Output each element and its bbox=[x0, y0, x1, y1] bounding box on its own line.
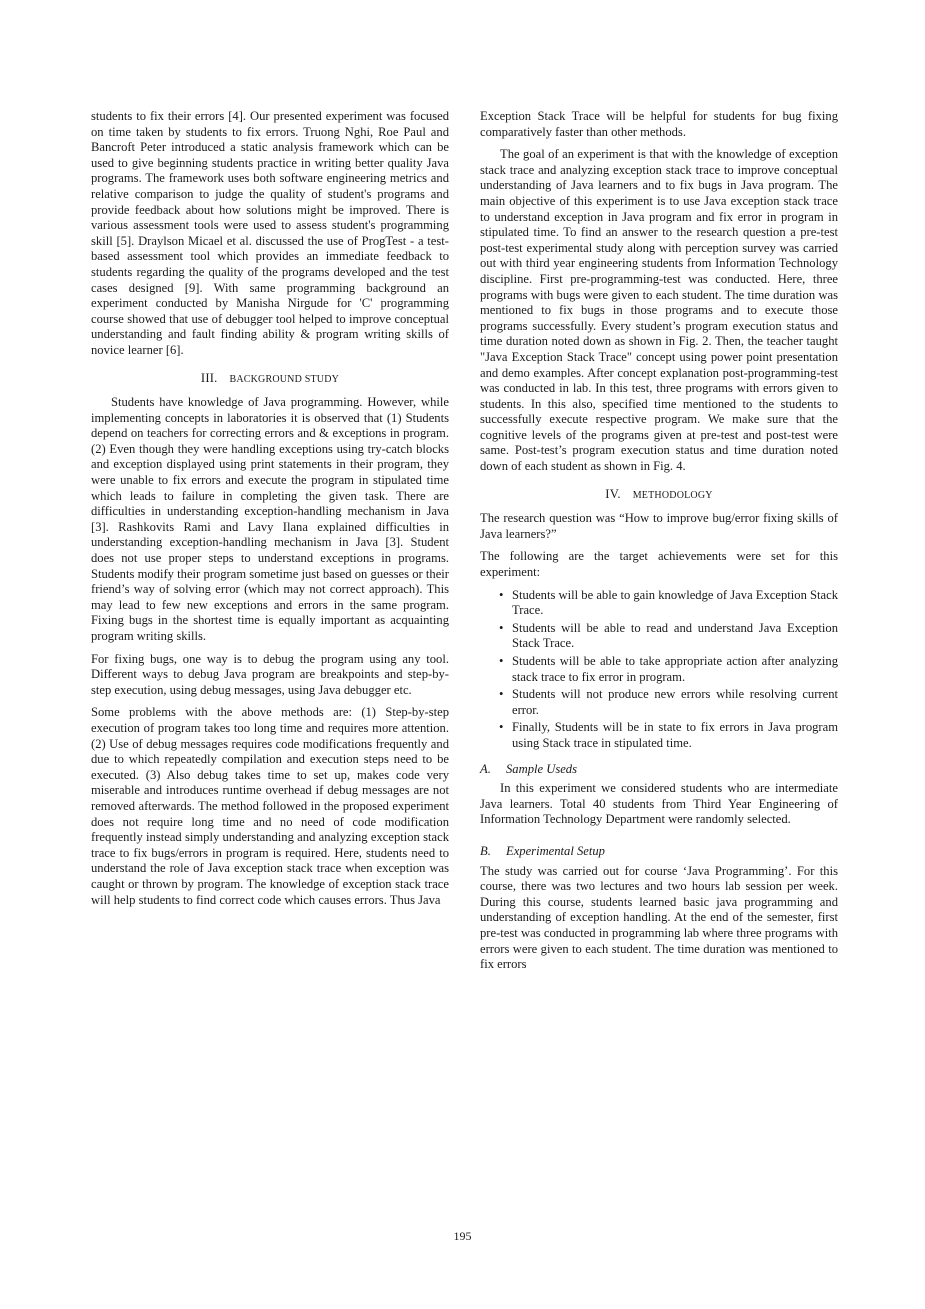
list-item-text: Students will not produce new errors while resolving current error. bbox=[512, 687, 838, 717]
paragraph: The study was carried out for course ‘Java Programming’. For this course, there was two lectures and two hours lab session per week. During this course, students learned basic java programming and understanding of exception handling. At the end of the semester, first pre-test was conducted in programming lab where three programs with errors were given to each student. The time duration was mentioned to fix errors bbox=[480, 863, 838, 972]
paragraph: The goal of an experiment is that with the knowledge of exception stack trace and analyzing exception stack trace to improve conceptual understanding of Java learners and to fix bugs in Java program. The main objective of this experiment is to use Java exception stack trace to understand exception in Java program and fix error in program in stipulated time. To find an answer to the research question a pre-test post-test experimental study along with perception survey was carried out with third year engineering students from Information Technology discipline. First pre-programming-test was conducted. Here, three programs with bugs were given to each student. The time duration was mentioned to fix bugs in those programs and to execute those programs successfully. Every student’s program execution status and time duration noted down as shown in Fig. 2. Then, the teacher taught "Java Exception Stack Trace" concept using power point presentation and demo examples. After concept explanation post-programming-test was conducted in lab. In this test, three programs with errors given to students. In this also, specified time mentioned to the students to successfully execute respective program. We make sure that the cognitive levels of the programs given at pre-test and post-test were same. Post-test’s program execution status and time duration noted down of each student as shown in Fig. 4. bbox=[480, 147, 838, 474]
paragraph: Exception Stack Trace will be helpful for students for bug fixing comparatively faster than other methods. bbox=[480, 109, 838, 139]
subsection-heading-sample bbox=[480, 762, 838, 778]
list-item bbox=[499, 687, 838, 718]
section-heading-background-study bbox=[91, 371, 449, 388]
paragraph: The research question was “How to improve bug/error fixing skills of Java learners?” bbox=[480, 511, 838, 541]
paragraph: In this experiment we considered students who are intermediate Java learners. Total 40 students from Third Year Engineering of Information Technology Department were randomly selected. bbox=[480, 781, 838, 827]
bullet-icon: • bbox=[499, 687, 504, 702]
subsection-title: Experimental Setup bbox=[506, 843, 605, 858]
subsection-number: B. bbox=[480, 843, 491, 858]
bullet-icon: • bbox=[499, 587, 504, 602]
list-item-text: Finally, Students will be in state to fix errors in Java program using Stack trace in stipulated time. bbox=[512, 720, 838, 750]
right-column bbox=[480, 109, 838, 980]
bullet-icon: • bbox=[499, 654, 504, 668]
section-title: METHODOLOGY bbox=[632, 489, 713, 501]
bullet-icon: • bbox=[499, 620, 504, 635]
list-item-text: Students will be able to read and understand Java Exception Stack Trace. bbox=[512, 620, 838, 651]
bullet-icon: • bbox=[499, 720, 504, 735]
section-heading-methodology bbox=[480, 487, 838, 504]
section-number: IV. bbox=[605, 486, 621, 501]
section-number: III. bbox=[200, 370, 218, 385]
subsection-title: Sample Useds bbox=[506, 761, 578, 776]
list-item-text: Students will be able to gain knowledge of Java Exception Stack Trace. bbox=[512, 587, 838, 618]
list-item bbox=[499, 620, 838, 652]
paragraph: students to fix their errors [4]. Our presented experiment was focused on time taken by students to fix errors. Truong Nghi, Roe Paul and Bancroft Peter introduced a static analysis framework which can be used to give beginning students practice in writing better quality Java programs. The framework uses both software engineering metrics and relative comparison to judge the quality of student's programs and provide feedback about how solutions might be improved. There is various assessment tools were used to assess student's programming skill [5]. Draylson Micael et al. discussed the use of ProgTest - a test-based assessment tool which provides an immediate feedback to students regarding the quality of the programs developed and the test cases designed [9]. With same programming background an experiment conducted by Manisha Nirgude for 'C' programming course showed that use of debugger tool helped to improve conceptual understanding and fault finding ability & program writing skills of novice learner [6]. bbox=[91, 109, 449, 357]
paragraph: Students have knowledge of Java programming. However, while implementing concepts in laboratories it is observed that (1) Students depend on teachers for correcting errors and & exceptions in program. (2) Even though they were handling exceptions using try-catch blocks and exception displayed using print statements in their program, they were unable to fix errors and execute the program in stipulated time which leads to failure in completing the given task. There are difficulties in understanding exception-handling mechanism in Java [3]. Rashkovits Rami and Lavy Ilana explained difficulties in understanding exception-handling mechanism in Java [3]. Student does not use proper steps to understand exceptions in programs. Students modify their program sometime just based on guesses or their friend’s way of solving error (which may not correct approach). This may lead to few new exceptions and errors in the same program. Fixing bugs in the shortest time is equally important as acquainting program writing skills. bbox=[91, 395, 449, 643]
subsection-heading-experimental-setup bbox=[480, 844, 838, 860]
left-column bbox=[91, 109, 449, 915]
target-achievements-list bbox=[480, 588, 838, 752]
list-item bbox=[499, 720, 838, 751]
paragraph: The following are the target achievements were set for this experiment: bbox=[480, 549, 838, 580]
section-title: BACKGROUND STUDY bbox=[229, 373, 340, 385]
page-number: 195 bbox=[453, 1229, 472, 1243]
list-item-text: Students will be able to take appropriate action after analyzing stack trace to fix error in program. bbox=[512, 654, 838, 684]
subsection-number: A. bbox=[480, 761, 491, 776]
paragraph: Some problems with the above methods are: (1) Step-by-step execution of program takes too long time and requires more attention. (2) Use of debug messages requires code modifications frequently and due to which repeatedly compilation and execution steps need to be executed. (3) Also debug takes time to set up, makes code very miserable and introduces runtime overhead if debug messages are not removed afterwards. The method followed in the proposed experiment does not require long time and no need of code modification frequently instead simply understanding and analyzing exception stack trace to fix bugs/errors in program is required. Here, students need to understand the role of Java exception stack trace when exception was caught or thrown by program. The knowledge of exception stack trace will help students to find correct code which causes errors. Thus Java bbox=[91, 705, 449, 907]
paragraph: For fixing bugs, one way is to debug the program using any tool. Different ways to debug Java program are breakpoints and step-by-step execution, using debug messages, using Java debugger etc. bbox=[91, 651, 449, 697]
list-item bbox=[499, 587, 838, 619]
list-item bbox=[499, 654, 838, 685]
